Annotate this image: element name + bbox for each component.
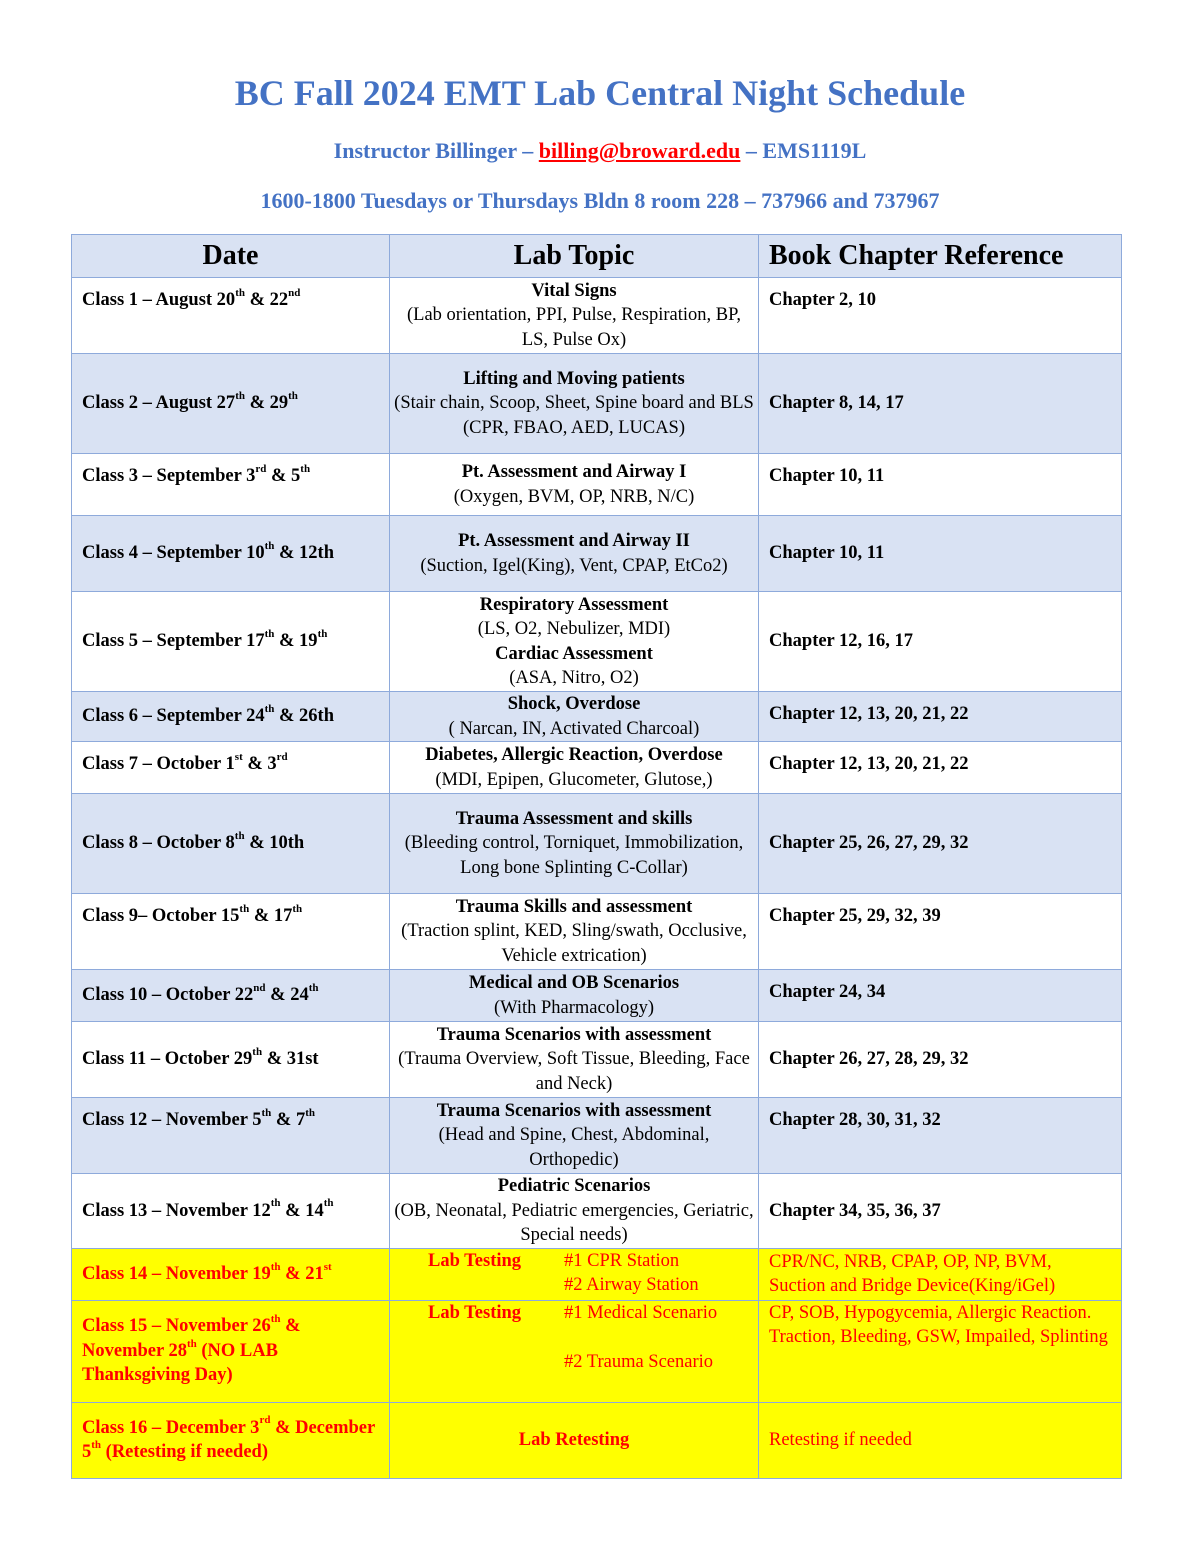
date-text: Class 12 – November 5 xyxy=(82,1110,262,1130)
date-cell xyxy=(72,592,390,692)
date-suffix: th xyxy=(91,1438,102,1451)
date-suffix: th xyxy=(264,540,275,553)
date-text: Class 10 – October 22 xyxy=(82,985,254,1006)
reference-text: CPR/NC, NRB, CPAP, OP, NP, BVM, Suction and Bridge Device(King/iGel) xyxy=(769,1251,1056,1296)
lab-topic-cell xyxy=(390,1248,759,1300)
topic-detail: (Bleeding control, Torniquet, Immobilization, Long bone Splinting C-Collar) xyxy=(404,833,744,878)
date-text: Class 11 – October 29 xyxy=(82,1049,253,1070)
date-suffix: th xyxy=(252,1046,263,1059)
lab-testing-label: Lab Testing xyxy=(428,1302,522,1323)
date-suffix: th xyxy=(234,830,245,843)
lab-topic-cell xyxy=(390,516,759,592)
date-text: & 17 xyxy=(249,906,293,926)
topic-title: Pt. Assessment and Airway II xyxy=(458,531,690,551)
date-text: Class 16 – December 3 xyxy=(82,1417,260,1438)
topic-detail: (LS, O2, Nebulizer, MDI) xyxy=(477,619,671,639)
topic-detail: ( Narcan, IN, Activated Charcoal) xyxy=(448,718,700,739)
column-header-date: Date xyxy=(72,235,390,278)
date-suffix: th xyxy=(235,390,245,403)
topic-title: Diabetes, Allergic Reaction, Overdose xyxy=(425,745,723,765)
date-suffix: th xyxy=(323,1197,334,1210)
date-cell xyxy=(72,1174,390,1249)
topic-detail: (Traction splint, KED, Sling/swath, Occlusive, Vehicle extrication) xyxy=(401,921,747,966)
date-suffix: nd xyxy=(288,286,301,299)
date-cell xyxy=(72,970,390,1022)
lab-retesting-label: Lab Retesting xyxy=(518,1429,630,1450)
instructor-label: Instructor Billinger – xyxy=(333,138,539,163)
date-text: Class 7 – October 1 xyxy=(82,754,235,774)
date-text: (Retesting if needed) xyxy=(101,1442,269,1462)
date-suffix: th xyxy=(264,703,275,716)
topic-title: Pediatric Scenarios xyxy=(497,1176,651,1196)
station-list xyxy=(564,1249,744,1298)
column-header-book-reference: Book Chapter Reference xyxy=(759,235,1122,278)
table-row xyxy=(72,1098,1122,1174)
topic-detail: (Oxygen, BVM, OP, NRB, N/C) xyxy=(453,486,695,507)
chapter-reference-cell: Chapter 12, 13, 20, 21, 22 xyxy=(759,742,1122,794)
table-row xyxy=(72,454,1122,516)
lab-topic-cell xyxy=(390,970,759,1022)
email-link[interactable]: billing@broward.edu xyxy=(538,138,741,163)
testing-stations xyxy=(394,1301,754,1375)
page-title: BC Fall 2024 EMT Lab Central Night Schedule xyxy=(234,73,966,113)
topic-detail: (MDI, Epipen, Glucometer, Glutose,) xyxy=(435,769,713,790)
date-cell xyxy=(72,794,390,894)
chapter-reference-cell: Chapter 26, 27, 28, 29, 32 xyxy=(759,1022,1122,1098)
table-body xyxy=(72,278,1122,1479)
date-text: Class 5 – September 17 xyxy=(82,631,265,652)
chapter-reference-cell: Chapter 28, 30, 31, 32 xyxy=(759,1098,1122,1174)
date-text: Class 6 – September 24 xyxy=(82,706,265,727)
table-row xyxy=(72,692,1122,742)
date-suffix: st xyxy=(234,750,243,763)
topic-title: Trauma Scenarios with assessment xyxy=(436,1100,712,1121)
date-suffix: th xyxy=(186,1337,197,1350)
table-row xyxy=(72,592,1122,692)
date-cell xyxy=(72,1022,390,1098)
table-row xyxy=(72,1174,1122,1249)
table-row xyxy=(72,742,1122,794)
date-suffix: th xyxy=(270,1197,281,1210)
course-code: – EMS1119L xyxy=(740,138,867,163)
station-item: #2 Trauma Scenario xyxy=(564,1351,714,1372)
date-suffix: th xyxy=(300,462,311,475)
date-text: Class 4 – September 10 xyxy=(82,543,265,564)
date-text: Class 1 – August 20 xyxy=(82,290,236,310)
date-suffix: th xyxy=(288,390,298,403)
date-text: & 7 xyxy=(271,1110,306,1130)
chapter-reference-cell: Chapter 10, 11 xyxy=(759,454,1122,516)
date-text: & 14 xyxy=(280,1200,324,1221)
date-cell xyxy=(72,692,390,742)
topic-title: Medical and OB Scenarios xyxy=(468,973,680,993)
date-text: Class 2 – August 27 xyxy=(82,393,236,414)
topic-detail: (Trauma Overview, Soft Tissue, Bleeding, Face and Neck) xyxy=(398,1049,750,1094)
chapter-reference-cell: Chapter 2, 10 xyxy=(759,278,1122,354)
date-text: Class 13 – November 12 xyxy=(82,1200,271,1221)
table-row xyxy=(72,516,1122,592)
lab-testing-label: Lab Testing xyxy=(428,1250,522,1271)
date-cell xyxy=(72,742,390,794)
date-text: & 21 xyxy=(280,1263,324,1284)
chapter-reference-cell: Chapter 10, 11 xyxy=(759,516,1122,592)
date-text: & 29 xyxy=(244,393,289,414)
column-header-lab-topic: Lab Topic xyxy=(390,235,759,278)
table-row xyxy=(72,894,1122,970)
date-suffix: rd xyxy=(255,462,267,475)
topic-title: Respiratory Assessment xyxy=(479,594,669,615)
testing-stations xyxy=(394,1249,754,1298)
topic-title: Trauma Assessment and skills xyxy=(455,808,693,829)
lab-topic-cell xyxy=(390,454,759,516)
topic-detail: (ASA, Nitro, O2) xyxy=(509,668,639,688)
date-cell xyxy=(72,1248,390,1300)
date-text: & 22 xyxy=(244,290,289,310)
date-suffix: th xyxy=(305,1106,315,1119)
chapter-reference-cell: Chapter 34, 35, 36, 37 xyxy=(759,1174,1122,1249)
lab-topic-cell xyxy=(390,354,759,454)
date-text: Class 9– October 15 xyxy=(82,906,240,926)
date-text: & 3 xyxy=(242,754,277,774)
date-suffix: th xyxy=(261,1106,272,1119)
date-text: Class 15 – November 26 xyxy=(82,1316,271,1337)
lab-topic-cell xyxy=(390,894,759,970)
date-cell xyxy=(72,454,390,516)
date-text: & 12th xyxy=(274,543,335,564)
topic-title: Cardiac Assessment xyxy=(495,643,653,664)
date-text: & 26th xyxy=(274,706,335,727)
date-suffix: th xyxy=(292,902,303,915)
topic-title: Pt. Assessment and Airway I xyxy=(461,462,687,482)
table-row xyxy=(72,970,1122,1022)
date-text: Class 8 – October 8 xyxy=(82,833,235,854)
topic-title: Trauma Skills and assessment xyxy=(455,896,693,917)
chapter-reference-cell: Chapter 24, 34 xyxy=(759,970,1122,1022)
date-suffix: th xyxy=(270,1260,281,1273)
chapter-reference-cell: Chapter 25, 29, 32, 39 xyxy=(759,894,1122,970)
date-text: & 5 xyxy=(266,466,301,486)
date-cell xyxy=(72,516,390,592)
chapter-reference-cell xyxy=(759,1402,1122,1478)
topic-title: Shock, Overdose xyxy=(507,694,641,714)
testing-row xyxy=(72,1402,1122,1478)
date-suffix: th xyxy=(264,628,275,641)
chapter-reference-cell: Chapter 25, 26, 27, 29, 32 xyxy=(759,794,1122,894)
lab-topic-cell xyxy=(390,692,759,742)
topic-title: Trauma Scenarios with assessment xyxy=(436,1024,712,1045)
date-cell xyxy=(72,1402,390,1478)
lab-topic-cell xyxy=(390,1174,759,1249)
date-cell xyxy=(72,1300,390,1402)
chapter-reference-cell: Chapter 8, 14, 17 xyxy=(759,354,1122,454)
date-cell xyxy=(72,278,390,354)
topic-title: Vital Signs xyxy=(531,280,617,301)
date-text: Class 14 – November 19 xyxy=(82,1263,271,1284)
lab-topic-cell xyxy=(390,742,759,794)
topic-detail: (With Pharmacology) xyxy=(493,997,655,1018)
station-item: #1 CPR Station xyxy=(564,1250,680,1271)
topic-detail: (Lab orientation, PPI, Pulse, Respiration, BP, LS, Pulse Ox) xyxy=(406,305,741,350)
chapter-reference-cell xyxy=(759,1248,1122,1300)
topic-detail: (OB, Neonatal, Pediatric emergencies, Geriatric, Special needs) xyxy=(394,1200,754,1245)
reference-text: CP, SOB, Hypogycemia, Allergic Reaction. xyxy=(769,1302,1092,1323)
date-suffix: th xyxy=(235,286,245,299)
date-text: Class 3 – September 3 xyxy=(82,466,256,486)
date-text: & 31st xyxy=(262,1049,319,1070)
table-row xyxy=(72,794,1122,894)
table-row xyxy=(72,354,1122,454)
lab-topic-cell xyxy=(390,1300,759,1402)
lab-topic-cell xyxy=(390,1402,759,1478)
date-suffix: th xyxy=(317,628,328,641)
topic-title: Lifting and Moving patients xyxy=(463,368,685,389)
schedule-line: 1600-1800 Tuesdays or Thursdays Bldn 8 room 228 – 737966 and 737967 xyxy=(260,188,940,213)
testing-row xyxy=(72,1248,1122,1300)
date-suffix: rd xyxy=(259,1414,271,1427)
topic-detail: (Head and Spine, Chest, Abdominal, Orthopedic) xyxy=(438,1125,710,1170)
reference-text: Traction, Bleeding, GSW, Impailed, Splinting xyxy=(769,1327,1108,1347)
lab-topic-cell xyxy=(390,1022,759,1098)
table-header-row xyxy=(72,235,1122,278)
lab-topic-cell xyxy=(390,794,759,894)
date-cell xyxy=(72,894,390,970)
date-text: & 10th xyxy=(244,833,305,854)
date-cell xyxy=(72,1098,390,1174)
table-row xyxy=(72,278,1122,354)
date-text: & November 28 xyxy=(82,1316,301,1361)
station-item: #1 Medical Scenario xyxy=(564,1302,718,1323)
chapter-reference-cell: Chapter 12, 16, 17 xyxy=(759,592,1122,692)
date-text: & 24 xyxy=(265,985,309,1006)
date-cell xyxy=(72,354,390,454)
chapter-reference-cell: Chapter 12, 13, 20, 21, 22 xyxy=(759,692,1122,742)
lab-topic-cell xyxy=(390,592,759,692)
date-suffix: th xyxy=(270,1313,281,1326)
date-text: & December 5 xyxy=(82,1417,375,1462)
testing-row xyxy=(72,1300,1122,1402)
reference-text: Retesting if needed xyxy=(769,1429,912,1450)
date-text: (NO LAB Thanksgiving Day) xyxy=(82,1340,278,1386)
date-suffix: th xyxy=(239,902,250,915)
date-suffix: rd xyxy=(276,750,288,763)
chapter-reference-cell xyxy=(759,1300,1122,1402)
date-suffix: st xyxy=(323,1260,332,1273)
lab-topic-cell xyxy=(390,278,759,354)
station-list xyxy=(564,1301,744,1375)
spacer xyxy=(564,1325,744,1350)
date-suffix: th xyxy=(308,982,319,995)
table-row xyxy=(72,1022,1122,1098)
topic-detail: (Stair chain, Scoop, Sheet, Spine board and BLS (CPR, FBAO, AED, LUCAS) xyxy=(394,393,754,438)
instructor-line xyxy=(0,138,1200,164)
date-suffix: nd xyxy=(253,982,266,995)
station-item: #2 Airway Station xyxy=(564,1275,699,1295)
date-text: & 19 xyxy=(274,631,318,652)
lab-topic-cell xyxy=(390,1098,759,1174)
topic-detail: (Suction, Igel(King), Vent, CPAP, EtCo2) xyxy=(420,555,728,576)
schedule-table xyxy=(71,234,1122,1479)
